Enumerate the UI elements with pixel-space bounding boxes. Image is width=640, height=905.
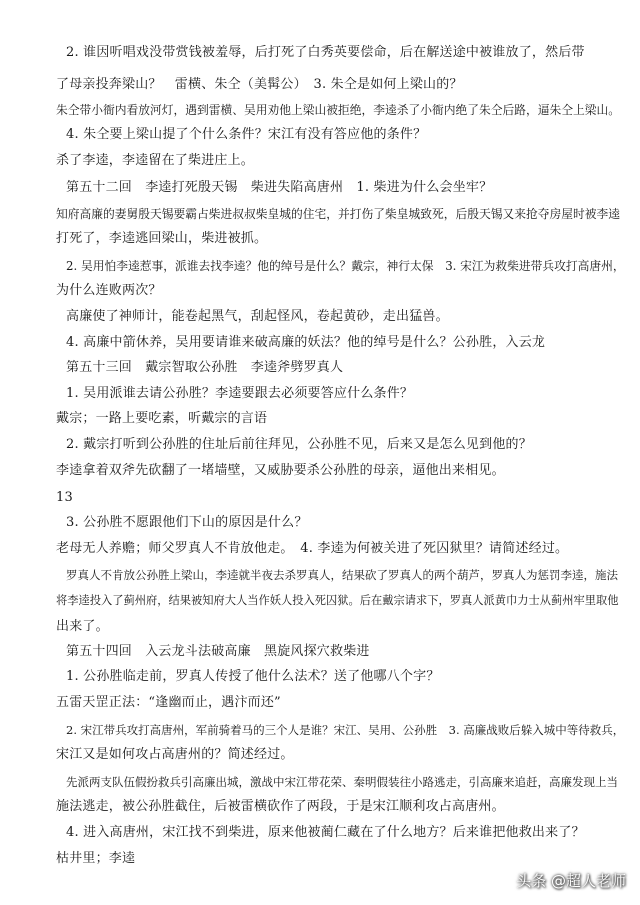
- text-line: 李逵拿着双斧先砍翻了一堵墙壁，又威胁要杀公孙胜的母亲，逼他出来相见。: [56, 463, 505, 478]
- page-number: 13: [56, 490, 73, 505]
- text-line: 将李逵投入了蓟州府，结果被知府大人当作妖人投入死囚狱。后在戴宗请求下，罗真人派黄巾力士从蓟州牢里取他: [56, 594, 619, 607]
- chapter-heading: 第五十四回 入云龙斗法破高廉 黑旋风探穴救柴进: [66, 644, 370, 659]
- text-line: 宋江又是如何攻占高唐州的？简述经过。: [56, 747, 294, 762]
- text-line: 高廉使了神师计，能卷起黑气，刮起怪风，卷起黄砂，走出猛兽。: [66, 309, 449, 324]
- text-line: 2. 戴宗打听到公孙胜的住址后前往拜见，公孙胜不见，后来又是怎么见到他的？: [66, 437, 532, 452]
- text-line: 朱仝带小衙内看放河灯，遇到雷横、吴用劝他上梁山被拒绝，李逵杀了小衙内绝了朱仝后路，逼朱仝上梁山。: [56, 103, 620, 117]
- text-line: 为什么连败两次？: [56, 283, 162, 298]
- text-line: 1. 公孙胜临走前，罗真人传授了他什么法术？送了他哪八个字？: [66, 669, 440, 684]
- text-line: 杀了李逵，李逵留在了柴进庄上。: [56, 153, 255, 168]
- text-line: 施法逃走，被公孙胜截住，后被雷横砍作了两段，于是宋江顺利攻占高唐州。: [56, 799, 505, 814]
- text-line: 2. 宋江带兵攻打高唐州，军前骑着马的三个人是谁？宋江、吴用、公孙胜 3. 高廉战败后躲入城中等待救兵，: [66, 723, 625, 737]
- text-line: 先派两支队伍假扮救兵引高廉出城，激战中宋江带花荣、秦明假装往小路逃走，引高廉来追赶，高廉发现上当: [66, 775, 618, 789]
- text-line: 2. 吴用怕李逵惹事，派谁去找李逵？他的绰号是什么？戴宗，神行太保 3. 宋江为救柴进带兵攻打高唐州，: [66, 259, 625, 273]
- text-line: 戴宗；一路上要吃素，听戴宗的言语: [56, 411, 268, 426]
- text-line: 枯井里；李逵: [56, 851, 136, 866]
- text-line: 罗真人不肯放公孙胜上梁山，李逵就半夜去杀罗真人，结果砍了罗真人的两个葫芦，罗真人为惩罚李逵，施法: [66, 568, 618, 582]
- text-line: 4. 高廉中箭休养，吴用要请谁来破高廉的妖法？他的绰号是什么？公孙胜，入云龙: [66, 335, 546, 350]
- watermark: 头条 @超人老师: [516, 872, 626, 890]
- text-line: 2. 谁因听唱戏没带赏钱被羞辱，后打死了白秀英要偿命，后在解送途中被谁放了，然后带: [66, 45, 585, 60]
- chapter-heading: 第五十三回 戴宗智取公孙胜 李逵斧劈罗真人: [66, 360, 344, 375]
- text-line: 了母亲投奔梁山？ 雷横、朱仝（美髯公） 3. 朱仝是如何上梁山的？: [56, 77, 463, 92]
- text-line: 知府高廉的妻舅殷天锡要霸占柴进叔叔柴皇城的住宅，并打伤了柴皇城致死，后殷天锡又来抢夺房屋时被李逵: [56, 207, 620, 221]
- text-line: 3. 公孙胜不愿跟他们下山的原因是什么？: [66, 515, 308, 530]
- text-line: 老母无人养赡；师父罗真人不肯放他走。 4. 李逵为何被关进了死囚狱里？请简述经过。: [56, 541, 569, 556]
- chapter-heading: 第五十二回 李逵打死殷天锡 柴进失陷高唐州 1. 柴进为什么会坐牢？: [66, 180, 493, 195]
- text-line: 4. 朱仝要上梁山提了个什么条件？宋江有没有答应他的条件？: [66, 127, 427, 142]
- text-line: 打死了，李逵逃回梁山，柴进被抓。: [56, 231, 268, 246]
- text-line: 五雷天罡正法：“逢幽而止，遇汴而还”: [56, 695, 281, 710]
- text-line: 出来了。: [56, 619, 109, 634]
- text-line: 1. 吴用派谁去请公孙胜？李逵要跟去必须要答应什么条件？: [66, 386, 414, 401]
- text-line: 4. 进入高唐州，宋江找不到柴进，原来他被蔺仁藏在了什么地方？后来谁把他救出来了？: [66, 825, 585, 840]
